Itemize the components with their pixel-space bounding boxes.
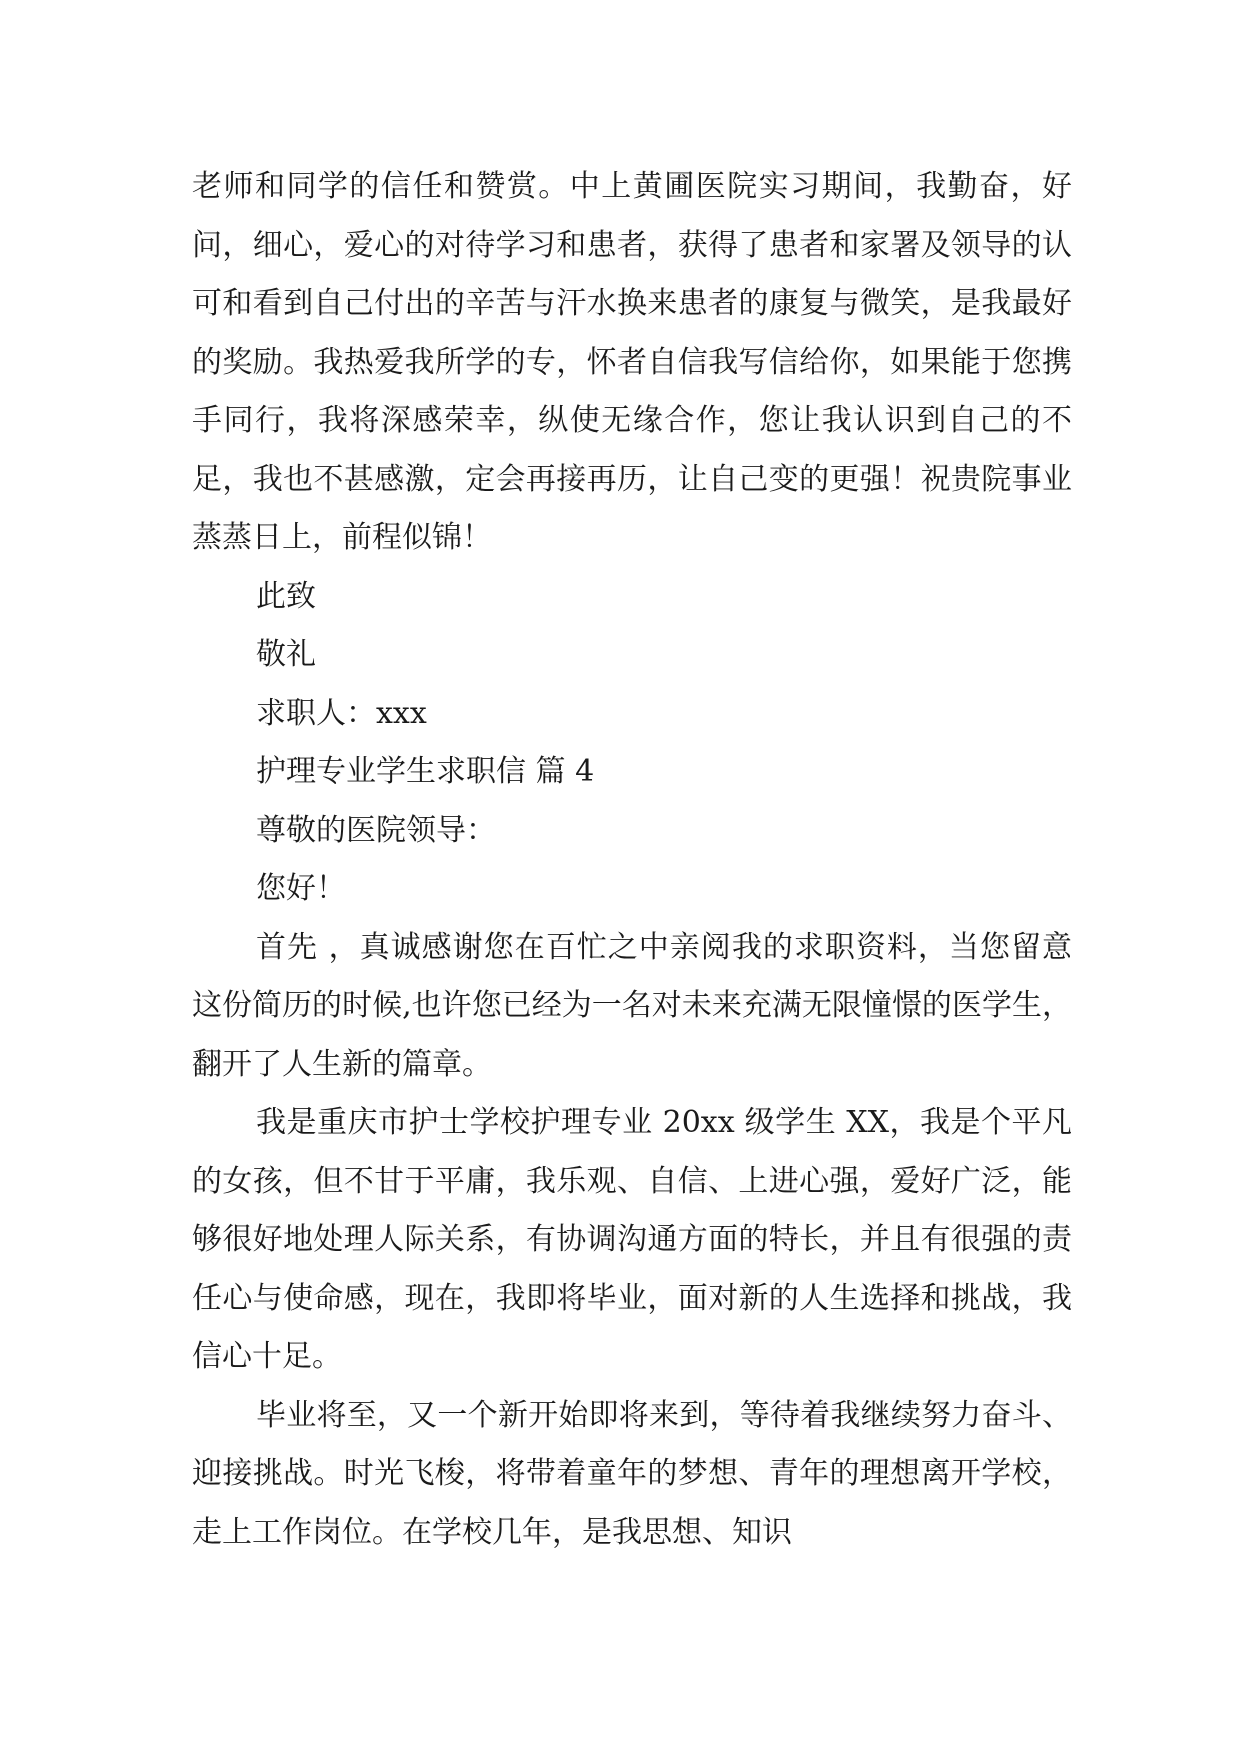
body-paragraph-2: 我是重庆市护士学校护理专业 20xx 级学生 XX，我是个平凡的女孩，但不甘于平庸，我乐观、自信、上进心强，爱好广泛，能够很好地处理人际关系，有协调沟通方面的特长，并且有很强的责任心与使命感，现在，我即将毕业，面对新的人生选择和挑战，我信心十足。 bbox=[192, 1105, 1072, 1374]
closing-ci-zhi: 此致 bbox=[256, 578, 316, 614]
continuation-paragraph: 老师和同学的信任和赞赏。中上黄圃医院实习期间，我勤奋，好问，细心，爱心的对待学习和患者，获得了患者和家署及领导的认可和看到自己付出的辛苦与汗水换来患者的康复与微笑，是我最好的奖励。我热爱我所学的专，怀者自信我写信给你，如果能于您携手同行，我将深感荣幸，纵使无缘合作，您让我认识到自己的不足，我也不甚感激，定会再接再历，让自己变的更强！祝贵院事业蒸蒸日上，前程似锦！ bbox=[192, 169, 1072, 555]
greeting: 您好！ bbox=[256, 871, 346, 906]
closing-jing-li: 敬礼 bbox=[256, 637, 316, 672]
section-title: 护理专业学生求职信 篇 4 bbox=[256, 754, 595, 789]
body-paragraph-1: 首先 ，真诚感谢您在百忙之中亲阅我的求职资料，当您留意这份简历的时候,也许您已经为一名对未来充满无限憧憬的医学生，翻开了人生新的篇章。 bbox=[192, 929, 1072, 1082]
salutation: 尊敬的医院领导： bbox=[256, 812, 496, 848]
body-paragraph-3: 毕业将至，又一个新开始即将来到，等待着我继续努力奋斗、迎接挑战。时光飞梭，将带着童年的梦想、青年的理想离开学校，走上工作岗位。在学校几年，是我思想、知识 bbox=[192, 1397, 1072, 1550]
letter-body bbox=[192, 158, 1072, 1562]
signature: 求职人：xxx bbox=[256, 695, 427, 731]
